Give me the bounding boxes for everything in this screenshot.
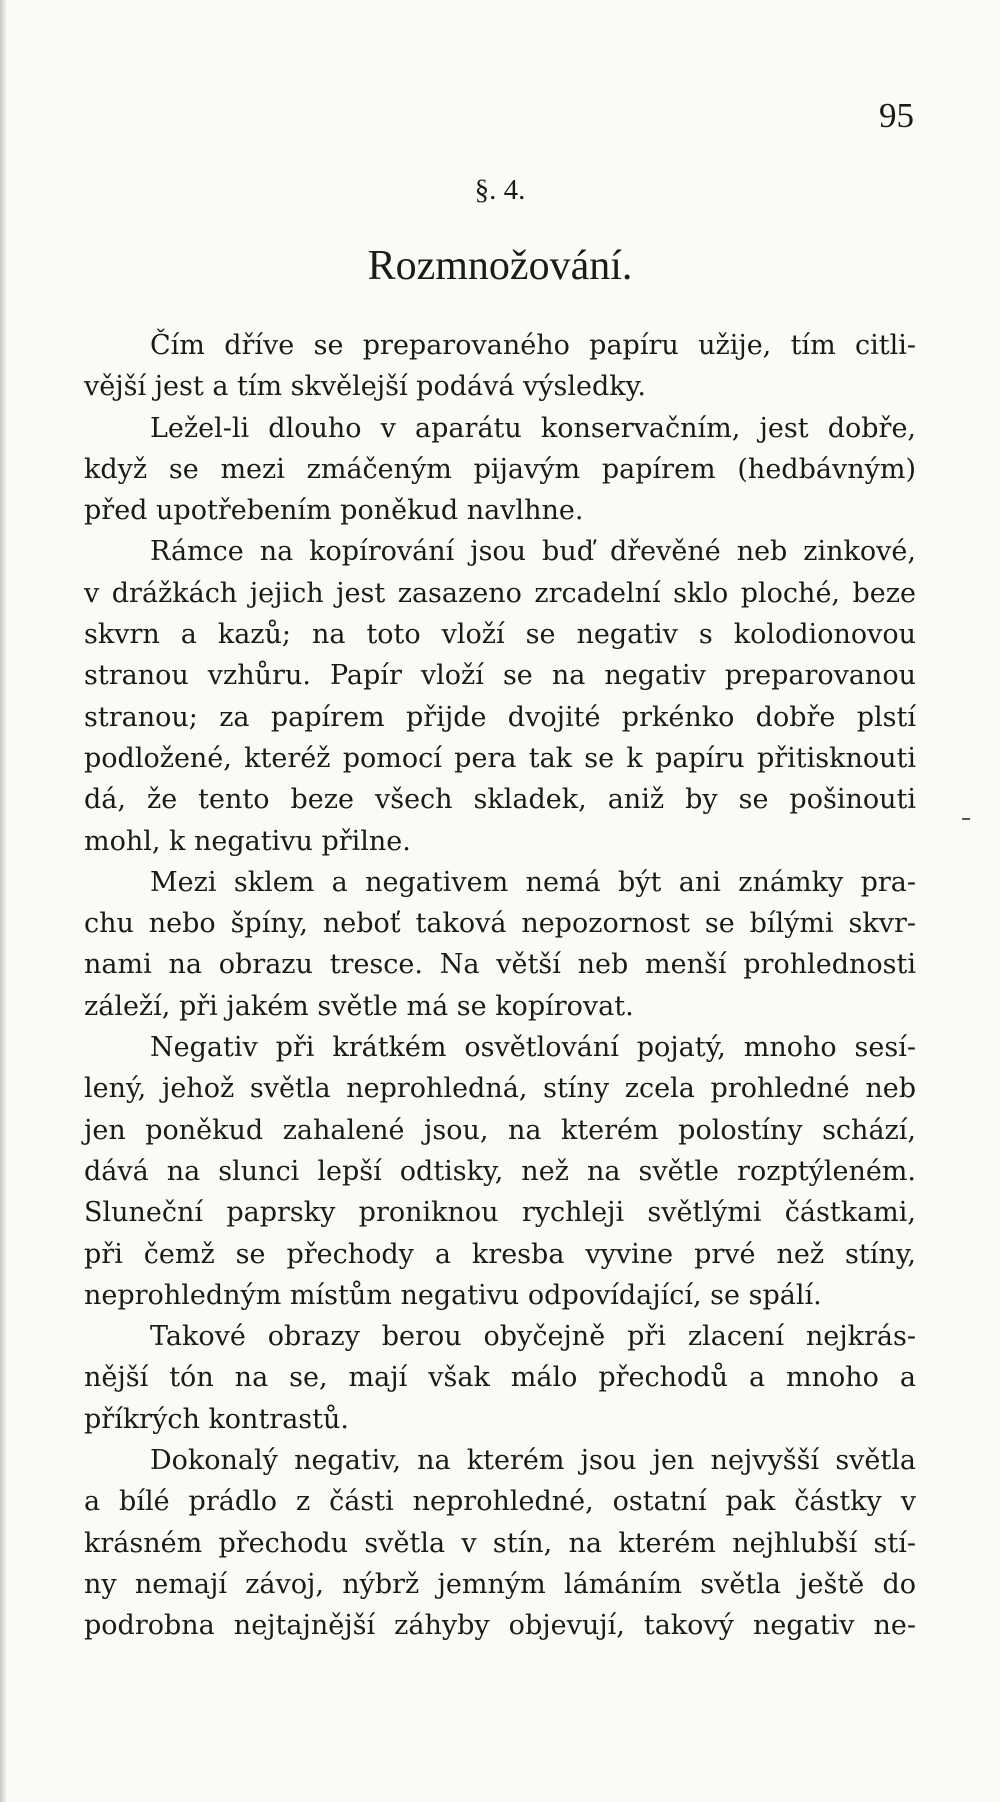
text-line: dá, že tento beze všech skladek, aniž by se pošinouti	[84, 784, 916, 816]
text-line: Ležel-li dlouho v aparátu konservačním, jest dobře,	[150, 412, 916, 444]
text-line: podrobna nejtajnější záhyby objevují, takový negativ ne-	[84, 1610, 916, 1642]
text-line: před upotřebením poněkud navlhne.	[84, 495, 584, 527]
text-line: mohl, k negativu přilne.	[84, 825, 411, 857]
text-line: Čím dříve se preparovaného papíru užije, tím citli-	[150, 330, 916, 361]
text-line: krásném přechodu světla v stín, na kterém nejhlubší stí-	[84, 1527, 916, 1559]
text-line: když se mezi zmáčeným pijavým papírem (hedbávným)	[84, 453, 916, 485]
text-line: lený, jehož světla neprohledná, stíny zcela prohledné neb	[84, 1073, 916, 1105]
text-line: jen poněkud zahalené jsou, na kterém polostíny schází,	[84, 1114, 916, 1146]
text-line: stranou; za papírem přijde dvojité prkénko dobře plstí	[84, 701, 916, 733]
text-line: Mezi sklem a negativem nemá být ani známky pra-	[150, 866, 916, 898]
section-title: Rozmnožování.	[367, 243, 633, 289]
text-line: Sluneční paprsky proniknou rychleji světlými částkami,	[84, 1197, 916, 1229]
body-text	[84, 325, 916, 1647]
text-line: Negativ při krátkém osvětlování pojatý, mnoho sesí-	[150, 1032, 916, 1064]
section-number: §. 4.	[474, 174, 526, 206]
margin-mark	[962, 818, 970, 820]
text-line: skvrn a kazů; na toto vloží se negativ s kolodionovou	[84, 619, 916, 651]
text-line: stranou vzhůru. Papír vloží se na negativ preparovanou	[84, 660, 916, 692]
text-line: dává na slunci lepší odtisky, než na světle rozptýleném.	[84, 1155, 916, 1187]
text-line: nami na obrazu tresce. Na větší neb menší prohlednosti	[84, 949, 916, 981]
text-line: příkrých kontrastů.	[84, 1403, 349, 1435]
text-line: a bílé prádlo z části neprohledné, ostatní pak částky v	[84, 1486, 916, 1518]
text-line: při čemž se přechody a kresba vyvine prvé než stíny,	[84, 1238, 916, 1270]
page-number: 95	[879, 96, 914, 135]
text-line: vější jest a tím skvělejší podává výsledky.	[84, 371, 646, 403]
text-line: nější tón na se, mají však málo přechodů a mnoho a	[84, 1362, 916, 1394]
text-line: Takové obrazy berou obyčejně při zlacení nejkrás-	[150, 1321, 916, 1353]
text-line: neprohledným místům negativu odpovídající, se spálí.	[84, 1279, 822, 1311]
text-line: Dokonalý negativ, na kterém jsou jen nejvyšší světla	[150, 1445, 916, 1477]
text-line: podložené, kteréž pomocí pera tak se k papíru přitisknouti	[84, 742, 916, 774]
text-line: ny nemají závoj, nýbrž jemným lámáním světla ještě do	[84, 1568, 916, 1600]
text-line: záleží, při jakém světle má se kopírovat.	[84, 990, 634, 1022]
text-line: v drážkách jejich jest zasazeno zrcadelní sklo ploché, beze	[84, 577, 916, 609]
text-line: Rámce na kopírování jsou buď dřevěné neb zinkové,	[150, 536, 916, 568]
text-line: chu nebo špíny, neboť taková nepozornost se bílými skvr-	[84, 908, 916, 940]
